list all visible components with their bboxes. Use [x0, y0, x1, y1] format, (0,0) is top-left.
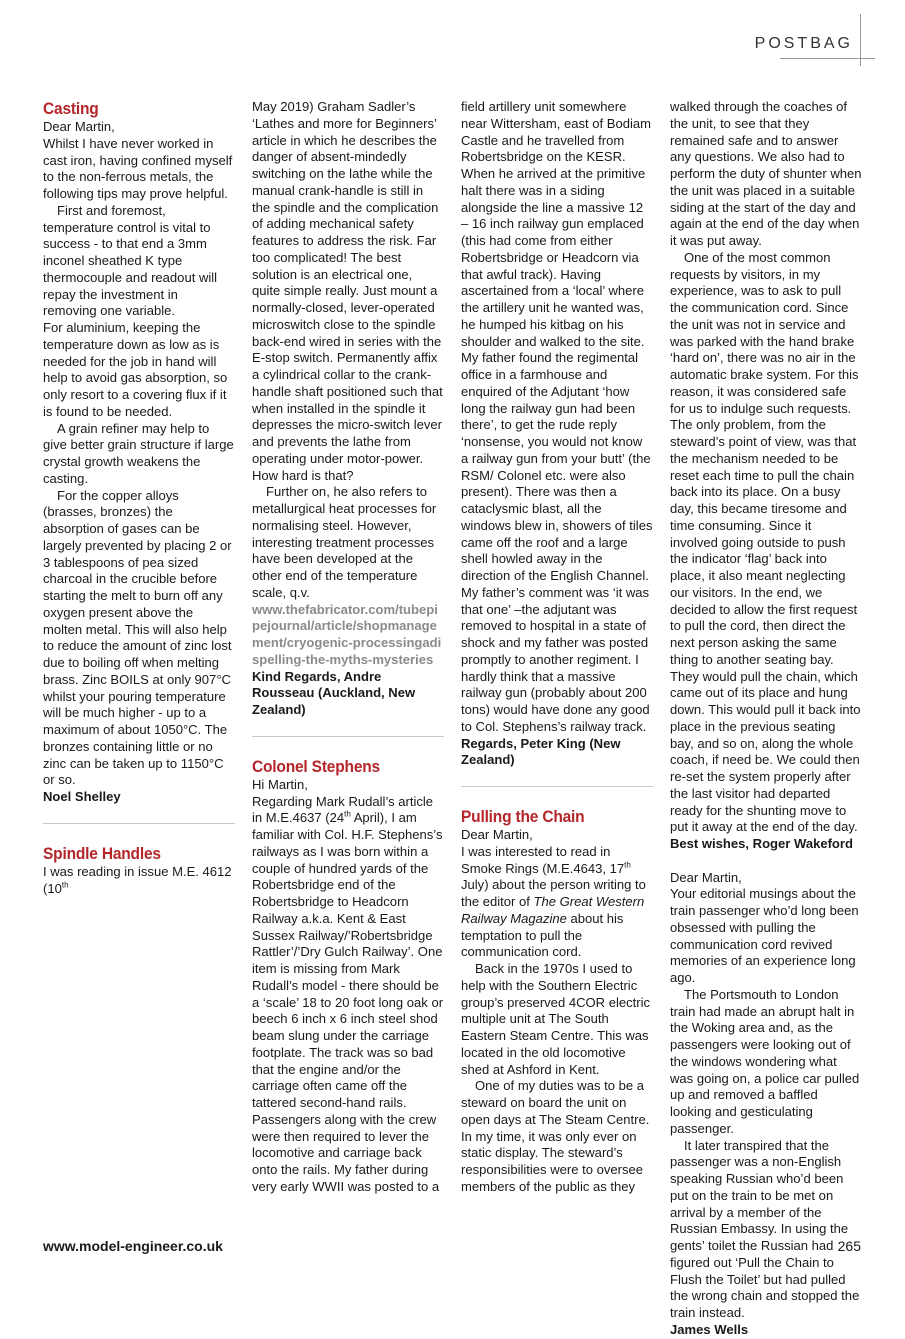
letter-title-spindle-handles: Spindle Handles — [43, 844, 161, 863]
letter-title-casting: Casting — [43, 100, 99, 118]
letter-divider — [252, 736, 444, 737]
salutation: Dear Martin, — [670, 869, 742, 885]
letter-divider — [43, 823, 235, 824]
column-3 — [461, 99, 653, 1196]
letter-signature: James Wells — [670, 1321, 749, 1337]
letter-paragraph: For aluminium, keeping the temperature down as low as is needed for the job in hand will help to avoid gas absorption, so only resort to a covering flux if it is found to be needed. — [43, 320, 228, 419]
letter-paragraph: Back in the 1970s I used to help with the Southern Electric group’s preserved 4COR electric multiple unit at The South Eastern Steam Centre. This was located in the old locomotive shed at Ashford in Kent. — [461, 961, 651, 1077]
column-1 — [43, 99, 235, 897]
letter-signature: Kind Regards, Andre Rousseau (Auckland, New Zealand) — [252, 668, 416, 717]
header-divider-horizontal — [780, 58, 875, 59]
letter-paragraph: A grain refiner may help to give better grain structure if large crystal growth weakens the casting. — [43, 420, 234, 486]
letter-paragraph: Further on, he also refers to metallurgical heat processes for normalising steel. However, interesting treatment processes have been developed at the other end of the temperature scale, q.v. — [252, 484, 437, 600]
letter-paragraph: I was interested to read in Smoke Rings (M.E.4643, 17th July) about the person writing to the editor of The Great Western Railway Magazine about his temptation to pull the communication cord. — [461, 843, 646, 960]
letter-signature: Noel Shelley — [43, 789, 121, 804]
salutation: Dear Martin, — [43, 119, 115, 134]
letter-paragraph: First and foremost, temperature control is vital to success - to that end a 3mm inconel sheathed K type thermocouple and readout will repay the investment in removing one variable. — [43, 202, 218, 319]
letter-paragraph: field artillery unit somewhere near Wittersham, east of Bodiam Castle and he travelled from Robertsbridge on the KESR. When he arrived at the primitive halt there was in a siding alongside the line a massive 12 – 16 inch railway gun emplaced (this had come from either Robertsbridge or Headcorn via that awful track). Having ascertained from a ‘local’ where the artillery unit he wanted was, he humped his kitbag on his shoulder and walked to the site. My father found the regimental office in a farmhouse and enquired of the Adjutant ‘how long the railway gun had been there’, to get the rude reply ‘nonsense, you would not know a railway gun from your butt’ (the RSM/ Colonel etc. were also present). There was then a cataclysmic blast, all the windows blew in, showers of tiles came off the roof and a large shell howled away in the direction of the English Channel. My father’s comment was ‘it was that one’ –the adjutant was removed to hospital in a state of shock and my father was posted promptly to another regiment. I hardly think that a massive railway gun (probably about 200 tons) would have done any good to Col. Stephens’s railway track. — [461, 99, 653, 734]
letter-paragraph: The Portsmouth to London train had made an abrupt halt in the Woking area and, as the passengers were looking out of the windows wondering what was going on, a police car pulled up and removed a baffled looking and gesticulating passenger. — [670, 986, 860, 1136]
letter-paragraph: For the copper alloys (brasses, bronzes) the absorption of gases can be largely prevented by placing 2 or 3 tablespoons of pea sized charcoal in the crucible before starting the melt to burn off any oxygen present above the molten metal. This will also help to reduce the amount of zinc lost due to boiling off when melting brass. Zinc BOILS at only 907°C whilst your pouring temperature will be much higher - up to a maximum of about 1050°C. The bronzes containing little or no zinc can be taken up to 1150°C or so. — [43, 487, 232, 788]
salutation: Dear Martin, — [461, 827, 533, 842]
letter-title-colonel-stephens: Colonel Stephens — [252, 757, 380, 776]
letter-paragraph: It later transpired that the passenger was a non-English speaking Russian who’d been put on the train to be met on arrival by a member of the Russian Embassy. In using the gents’ toilet the Russian had figured out ‘Pull the Chain to Flush the Toilet’ but had pulled the wrong chain and stopped the train instead. — [670, 1137, 860, 1320]
letter-paragraph: walked through the coaches of the unit, to see that they remained safe and to answer any questions. We also had to perform the duty of shunter when the unit was placed in a suitable siding at the start of the day and again at the end of the day when it was put away. — [670, 99, 862, 248]
footer-website[interactable]: www.model-engineer.co.uk — [43, 1238, 223, 1254]
salutation: Hi Martin, — [252, 776, 308, 792]
letter-signature: Regards, Peter King (New Zealand) — [461, 735, 621, 768]
letter-paragraph: Your editorial musings about the train passenger who’d long been obsessed with pulling the communication cord revived memories of an experience long ago. — [670, 886, 859, 985]
page-number: 265 — [837, 1238, 861, 1254]
column-2 — [252, 99, 444, 1196]
letter-paragraph: I was reading in issue M.E. 4612 (10th — [43, 863, 232, 896]
column-4 — [670, 99, 862, 1339]
letter-paragraph: Regarding Mark Rudall’s article in M.E.4637 (24th April), I am familiar with Col. H.F. Stephens’s railways as I was born within a couple of hundred yards of the Robertsbridge end of the Robertsbridge to Headcorn Railway a.k.a. Kent & East Sussex Railway/’Robertsbridge Rattler’/’Dry Gulch Railway’. One item is missing from Mark Rudall’s model - there should be a ‘scale’ 18 to 20 foot long oak or beech 6 inch x 6 inch steel shod beam slung under the carriage footplate. The track was so bad that the engine and/or the carriage often came off the tattered second-hand rails. Passengers along with the crew were then required to lever the locomotive and carriage back onto the rails. My father during very early WWII was posted to a — [252, 793, 444, 1194]
letter-title-pulling-the-chain: Pulling the Chain — [461, 808, 585, 826]
letter-paragraph: One of my duties was to be a steward on board the unit on open days at The Steam Centre. In my time, it was only ever on static display. The steward’s responsibilities were to oversee members of the public as they — [461, 1078, 650, 1194]
letter-paragraph: One of the most common requests by visitors, in my experience, was to ask to pull the communication cord. Since the unit was not in service and was parked with the hand brake ‘hard on’, there was no air in the automatic brake system. For this reason, it was considered safe for us to indulge such requests. The only problem, from the steward’s point of view, was that the mechanism needed to be reset each time to pull the chain back into its place. On a busy day, this became tiresome and time consuming. Since it involved going outside to push the indicator ‘flag’ back into place, it also meant neglecting our visitors. In the end, we decided to allow the first request to pull the cord, then direct the next person asking the same thing to another seating bay. They would pull the chain, which came out of its place and hung down. This would pull it back into place in the previous seating bay, and so on, along the whole coach, if need be. We could then re-set the system properly after the last visitor had departed ready for the shunting move to put it away at the end of the day. — [670, 249, 861, 835]
letter-paragraph: May 2019) Graham Sadler’s ‘Lathes and more for Beginners’ article in which he describes the danger of absent-mindedly switching on the lathe while the manual crank-handle is still in the spindle and the complication of adding mechanical safety features to address the risk. Far too complicated! The best solution is an electrical one, quite simple really. Just mount a normally-closed, lever-operated microswitch close to the spindle back-end wired in series with the E-stop switch. Permanently affix a cylindrical collar to the crank-handle shaft positioned such that when installed in the spindle it depresses the micro-switch lever and prevents the lathe from operating under motor-power. How hard is that? — [252, 99, 443, 483]
section-header: POSTBAG — [754, 35, 853, 52]
letter-divider — [461, 786, 653, 787]
article-link[interactable]: www.thefabricator.com/tubepipejournal/article/shopmanagement/cryogenic-processingadispelling-the-myths-mysteries — [252, 601, 442, 667]
letter-paragraph: Whilst I have never worked in cast iron, having confined myself to the non-ferrous metals, the following tips may prove helpful. — [43, 135, 233, 201]
letter-signature: Best wishes, Roger Wakeford — [670, 836, 853, 851]
paragraph-gap — [670, 853, 862, 870]
